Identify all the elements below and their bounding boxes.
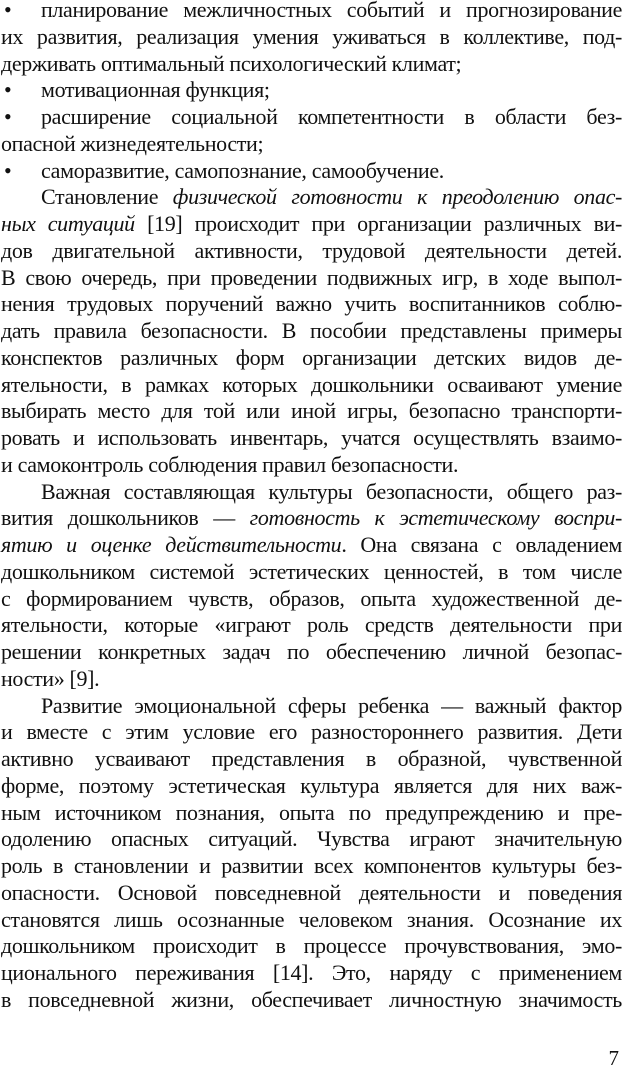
text-segment: [19] происходит при организации различных ви-: [134, 211, 623, 236]
text-line: [1, 880, 622, 907]
text-segment: держивать оптимальный психологический климат;: [1, 50, 462, 76]
document-body: [1, 0, 622, 1014]
text-segment: мотивационная функция;: [41, 77, 270, 103]
text-segment: дать правила безопасности. В пособии представлены примеры: [1, 318, 622, 343]
text-line: [1, 211, 622, 238]
text-line: [1, 800, 622, 827]
text-line: [1, 24, 622, 51]
italic-text: готовность к эстетическому воспри-: [249, 505, 622, 531]
italic-text: ятию и оценке действительности: [1, 532, 342, 557]
text-line: [1, 907, 622, 934]
text-segment: ционального переживания [14]. Это, наряду с применением: [1, 960, 622, 985]
text-segment: . Она связана с овладением: [341, 532, 622, 557]
text-segment: ятельности, которые «играют роль средств деятельности при: [1, 612, 622, 638]
text-segment: их развития, реализация умения уживаться в коллективе, под-: [1, 23, 622, 49]
text-line: [1, 773, 622, 800]
text-line: [1, 987, 622, 1014]
text-line: [1, 265, 622, 292]
text-segment: планирование межличностных событий и прогнозирование: [41, 0, 622, 22]
text-line: [1, 238, 622, 265]
text-segment: ровать и использовать инвентарь, учатся осуществлять взаимо-: [1, 425, 622, 450]
text-line: [1, 853, 622, 880]
text-line: [1, 479, 622, 506]
text-line: [1, 719, 622, 746]
text-segment: ным источником познания, опыта по предупреждению и пре-: [1, 799, 622, 825]
text-segment: дошкольником системой эстетических ценностей, в том числе: [1, 558, 622, 584]
text-segment: и вместе с этим условие его разностороннего развития. Дети: [1, 719, 622, 745]
text-line: [1, 184, 622, 211]
text-segment: дошкольником происходит в процессе прочувствования, эмо-: [1, 933, 622, 959]
text-line: [1, 746, 622, 773]
text-line: [1, 960, 622, 987]
text-segment: активно усваивают представления в образной, чувственной: [1, 746, 622, 771]
text-segment: дов двигательной активности, трудовой деятельности детей.: [1, 237, 622, 263]
text-line: [1, 77, 622, 104]
text-segment: Становление: [41, 184, 173, 210]
text-line: [1, 505, 622, 532]
text-segment: расширение социальной компетентности в области без-: [41, 104, 622, 129]
text-line: [1, 612, 622, 639]
text-line: [1, 693, 622, 720]
text-line: [1, 586, 622, 613]
text-line: [1, 425, 622, 452]
text-segment: вития дошкольников —: [1, 505, 250, 531]
text-line: [1, 639, 622, 666]
text-line: [1, 318, 622, 345]
text-line: [1, 158, 622, 185]
text-segment: опасной жизнедеятельности;: [1, 130, 264, 156]
text-line: [1, 666, 622, 693]
text-segment: В свою очередь, при проведении подвижных игр, в ходе выпол-: [1, 264, 622, 290]
text-segment: выбирать место для той или иной игры, безопасно транспорти-: [1, 398, 622, 424]
text-segment: форме, поэтому эстетическая культура является для них важ-: [1, 772, 622, 798]
text-segment: опасности. Основой повседневной деятельности и поведения: [1, 879, 622, 905]
text-segment: и самоконтроль соблюдения правил безопасности.: [1, 451, 459, 477]
bullet-icon: •: [4, 104, 12, 129]
text-line: [1, 131, 622, 158]
text-line: [1, 291, 622, 318]
text-line: [1, 559, 622, 586]
text-segment: одолению опасных ситуаций. Чувства играют значительную: [1, 826, 622, 852]
text-segment: нения трудовых поручений важно учить воспитанников соблю-: [1, 291, 622, 317]
text-line: [1, 51, 622, 78]
text-segment: Развитие эмоциональной сферы ребенка — важный фактор: [41, 692, 622, 718]
page-number: 7: [608, 1046, 619, 1070]
text-line: [1, 372, 622, 399]
text-segment: решении конкретных задач по обеспечению личной безопас-: [1, 639, 622, 664]
text-segment: саморазвитие, самопознание, самообучение.: [41, 157, 444, 183]
italic-text: физической готовности к преодолению опас-: [172, 184, 623, 210]
text-line: [1, 933, 622, 960]
text-line: [1, 345, 622, 372]
text-line: [1, 452, 622, 479]
text-line: [1, 104, 622, 131]
bullet-icon: •: [4, 77, 12, 103]
text-line: [1, 826, 622, 853]
text-segment: роль в становлении и развитии всех компонентов культуры без-: [1, 853, 622, 878]
text-segment: конспектов различных форм организации детских видов де-: [1, 344, 622, 370]
text-segment: Важная составляющая культуры безопасности, общего раз-: [41, 478, 622, 504]
text-segment: с формированием чувств, образов, опыта художественной де-: [1, 585, 622, 611]
text-segment: становятся лишь осознанные человеком знания. Осознание их: [1, 906, 622, 932]
bullet-icon: •: [4, 157, 12, 183]
italic-text: ных ситуаций: [1, 211, 135, 236]
text-line: [1, 0, 622, 24]
text-line: [1, 398, 622, 425]
text-segment: ятельности, в рамках которых дошкольники осваивают умение: [1, 371, 622, 397]
bullet-icon: •: [4, 0, 12, 22]
text-line: [1, 532, 622, 559]
text-segment: ности» [9].: [1, 665, 100, 691]
text-segment: в повседневной жизни, обеспечивает личностную значимость: [1, 986, 622, 1012]
